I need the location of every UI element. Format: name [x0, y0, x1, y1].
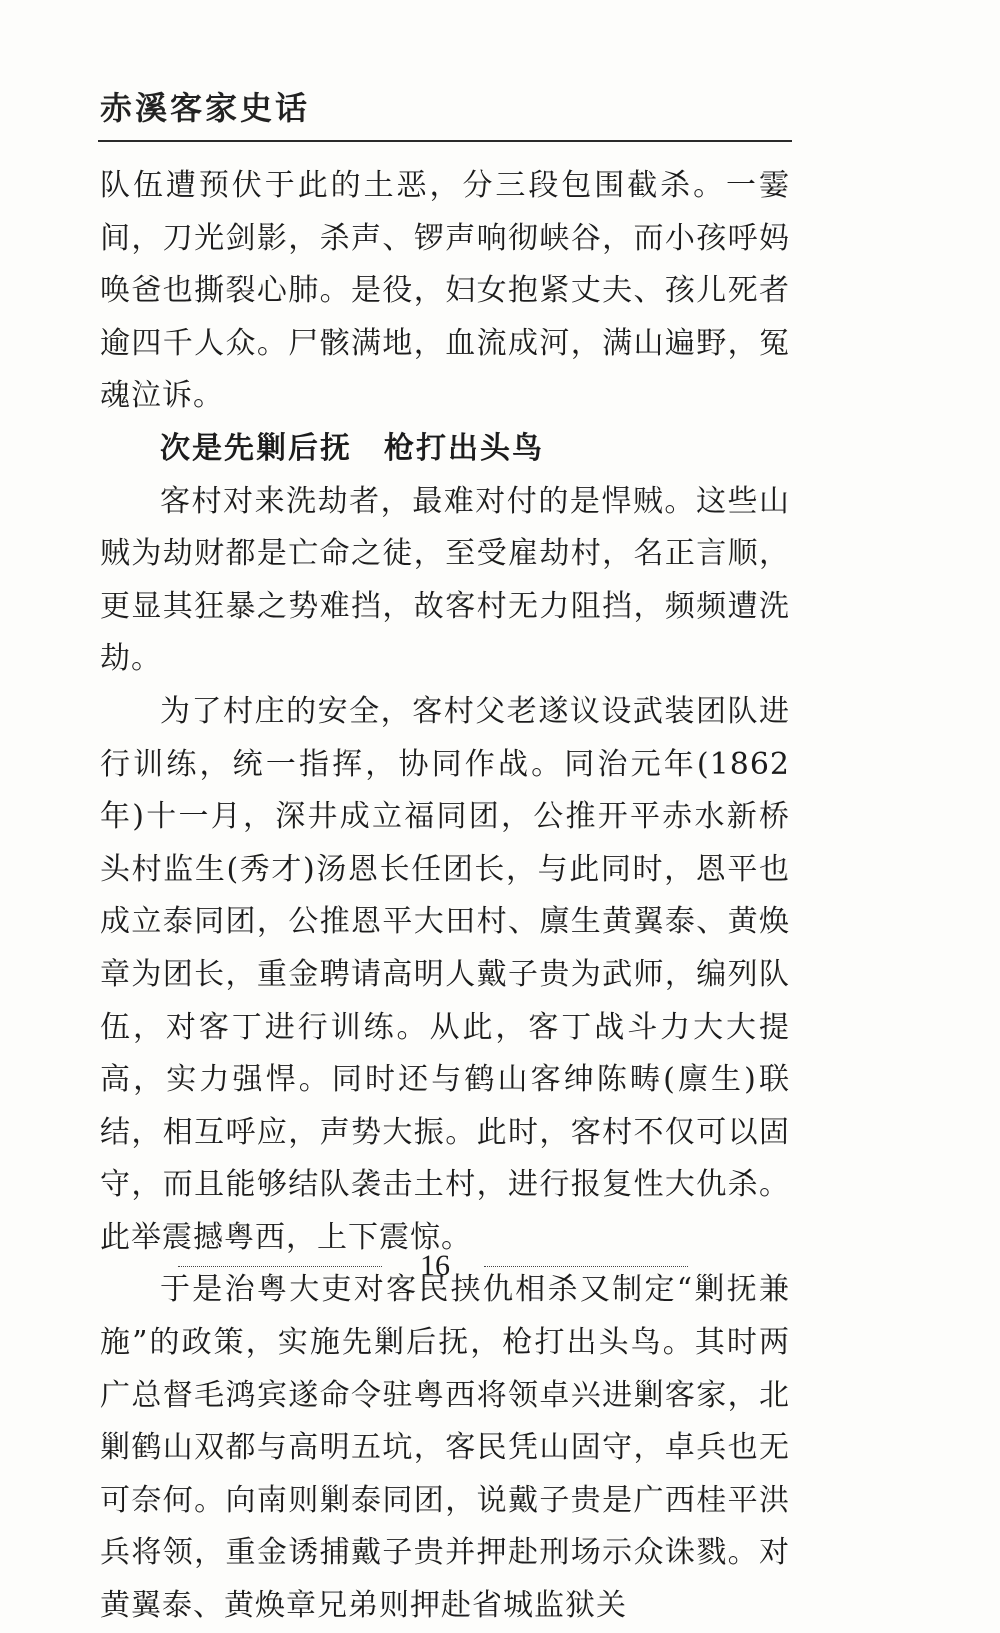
page-number: 16 [420, 1249, 450, 1282]
paragraph-militia: 为了村庄的安全，客村父老遂议设武装团队进行训练，统一指挥，协同作战。同治元年(1862 年)十一月，深井成立福同团，公推开平赤水新桥头村监生(秀才)汤恩长任团长，与此同时，恩平也成立泰同团，公推恩平大田村、廪生黄翼泰、黄焕章为团长，重金聘请高明人戴子贵为武师，编列队伍，对客丁进行训练。从此，客丁战斗力大大提高，实力强悍。同时还与鹤山客绅陈畴(廪生)联结，相互呼应，声势大振。此时，客村不仅可以固守，而且能够结队袭击土村，进行报复性大仇杀。此举震撼粤西，上下震惊。 [100, 693, 790, 1255]
paragraph-bandits: 客村对来洗劫者，最难对付的是悍贼。这些山贼为劫财都是亡命之徒，至受雇劫村，名正言顺，更显其狂暴之势难挡，故客村无力阻挡，频频遭洗劫。 [100, 483, 790, 677]
running-header-title: 赤溪客家史话 [100, 89, 311, 127]
paragraph-continued: 队伍遭预伏于此的土恶，分三段包围截杀。一霎间，刀光剑影，杀声、锣声响彻峡谷，而小孩呼妈唤爸也撕裂心肺。是役，妇女抱紧丈夫、孩儿死者逾四千人众。尸骸满地，血流成河，满山遍野，冤魂泣诉。 [100, 168, 790, 414]
header-divider [98, 140, 792, 142]
footer-rule-right [484, 1266, 688, 1267]
paragraph-policy: 于是治粤大吏对客民挟仇相杀又制定“剿抚兼施”的政策，实施先剿后抚，枪打出头鸟。其时两广总督毛鸿宾遂命令驻粤西将领卓兴进剿客家，北剿鹤山双都与高明五坑，客民凭山固守，卓兵也无可奈何。向南则剿泰同团，说戴子贵是广西桂平洪兵将领，重金诱捕戴子贵并押赴刑场示众诛戮。对黄翼泰、黄焕章兄弟则押赴省城监狱关 [100, 1272, 790, 1624]
page-footer [0, 1248, 1000, 1288]
section-subheading: 次是先剿后抚 枪打出头鸟 [160, 430, 544, 466]
page-body [100, 160, 790, 1633]
footer-rule-left [178, 1266, 382, 1267]
